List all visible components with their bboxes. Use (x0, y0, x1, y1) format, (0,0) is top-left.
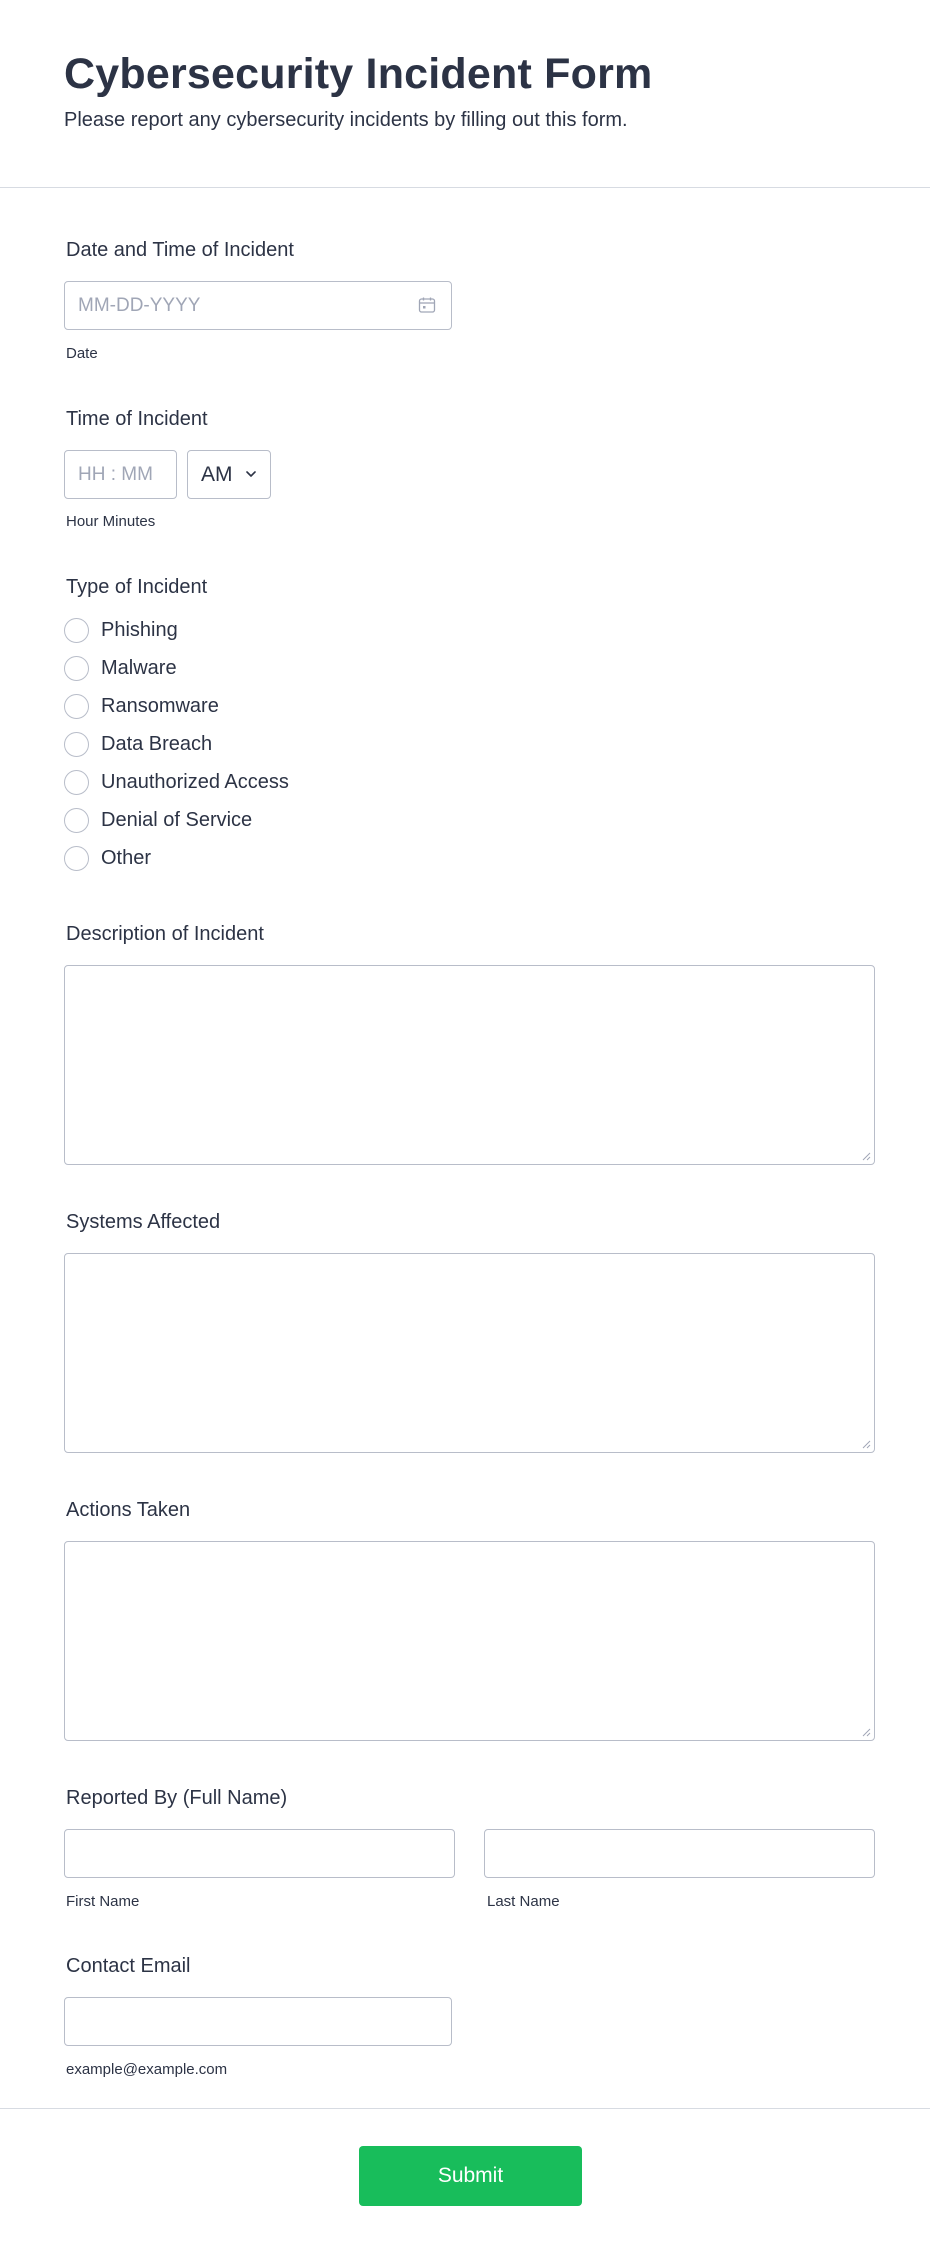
description-label: Description of Incident (66, 923, 264, 945)
radio-button[interactable] (64, 732, 89, 757)
systems-field-wrap (64, 1253, 875, 1453)
email-label: Contact Email (66, 1955, 191, 1977)
radio-option-unauthorized-access[interactable] (64, 769, 289, 795)
form-subtitle: Please report any cybersecurity incidents by filling out this form. (64, 109, 628, 131)
radio-label: Data Breach (101, 732, 213, 755)
radio-option-data-breach[interactable] (64, 731, 289, 757)
radio-label: Other (101, 846, 152, 869)
actions-textarea[interactable] (64, 1541, 875, 1741)
systems-label: Systems Affected (66, 1211, 221, 1233)
date-sublabel: Date (66, 345, 98, 362)
radio-option-phishing[interactable] (64, 617, 289, 643)
date-label: Date and Time of Incident (66, 239, 294, 261)
time-label: Time of Incident (66, 408, 208, 430)
footer-divider (0, 2108, 930, 2109)
last-name-sublabel: Last Name (487, 1893, 560, 1910)
systems-textarea[interactable] (64, 1253, 875, 1453)
resize-handle-icon[interactable] (862, 1728, 871, 1737)
form-title: Cybersecurity Incident Form (64, 50, 653, 98)
ampm-value: AM (201, 462, 233, 486)
incident-type-options (64, 617, 289, 871)
header-divider (0, 187, 930, 188)
radio-option-malware[interactable] (64, 655, 289, 681)
incident-type-label: Type of Incident (66, 576, 208, 598)
radio-label: Phishing (101, 618, 178, 641)
radio-button[interactable] (64, 618, 89, 643)
resize-handle-icon[interactable] (862, 1152, 871, 1161)
description-field-wrap (64, 965, 875, 1165)
first-name-input[interactable] (64, 1829, 455, 1878)
email-input[interactable] (64, 1997, 452, 2046)
radio-label: Ransomware (101, 694, 219, 717)
chevron-down-icon (244, 467, 258, 481)
radio-label: Unauthorized Access (101, 770, 289, 793)
reported-by-label: Reported By (Full Name) (66, 1787, 288, 1809)
radio-option-denial-of-service[interactable] (64, 807, 289, 833)
date-input[interactable] (64, 281, 452, 330)
submit-button[interactable]: Submit (359, 2146, 582, 2206)
last-name-input[interactable] (484, 1829, 875, 1878)
radio-button[interactable] (64, 694, 89, 719)
radio-label: Malware (101, 656, 177, 679)
ampm-select[interactable] (187, 450, 271, 499)
resize-handle-icon[interactable] (862, 1440, 871, 1449)
email-sublabel: example@example.com (66, 2061, 228, 2078)
radio-button[interactable] (64, 808, 89, 833)
radio-option-ransomware[interactable] (64, 693, 289, 719)
radio-option-other[interactable] (64, 845, 289, 871)
radio-button[interactable] (64, 656, 89, 681)
radio-label: Denial of Service (101, 808, 253, 831)
time-sublabel: Hour Minutes (66, 513, 156, 530)
actions-field-wrap (64, 1541, 875, 1741)
radio-button[interactable] (64, 770, 89, 795)
calendar-icon[interactable] (418, 296, 436, 319)
actions-label: Actions Taken (66, 1499, 191, 1521)
first-name-sublabel: First Name (66, 1893, 140, 1910)
radio-button[interactable] (64, 846, 89, 871)
description-textarea[interactable] (64, 965, 875, 1165)
time-input[interactable] (64, 450, 177, 499)
